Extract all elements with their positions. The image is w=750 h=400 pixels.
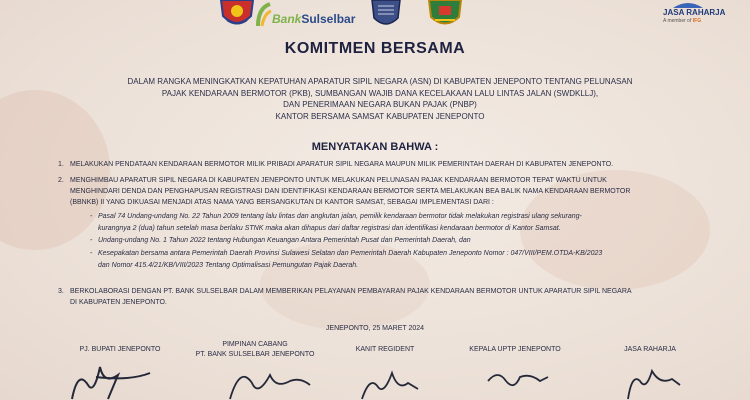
signatory-title: PJ. BUPATI JENEPONTO xyxy=(79,346,161,353)
bank-name-part1: Bank xyxy=(272,12,302,26)
document-title: KOMITMEN BERSAMA xyxy=(284,40,466,57)
signatory-title: JASA RAHARJA xyxy=(624,346,676,353)
bank-name-part2: Sulselbar xyxy=(301,12,356,26)
sub-item-text: dan Nomor 415.4/21/KB/VIII/2023 Tentang Optimalisasi Pemungutan Pajak Daerah. xyxy=(98,262,359,269)
sub-item-text: Kesepakatan bersama antara Pemerintah Daerah Provinsi Sulawesi Selatan dan Pemerintah Daerah Kabupaten Jeneponto Nomor : 047/VIII/PEM.OTDA-KB/2023 xyxy=(98,250,603,257)
sub-item: - Undang-undang No. 1 Tahun 2022 tentang Hubungan Keuangan Antara Pemerintah Pusat dan Pemerintah Daerah, dan xyxy=(90,237,471,244)
signatory-title: PT. BANK SULSELBAR JENEPONTO xyxy=(195,351,315,358)
signatory-police xyxy=(330,345,440,355)
signature-police xyxy=(362,373,418,399)
jasa-raharja-name: JASA RAHARJA xyxy=(663,8,726,17)
signatory-title: KEPALA UPTP JENEPONTO xyxy=(469,346,561,353)
item-text: MELAKUKAN PENDATAAN KENDARAAN BERMOTOR MILIK PRIBADI APARATUR SIPIL NEGARA MAUPUN MILIK PEMERINTAH DAERAH DI KABUPATEN JENEPONTO. xyxy=(70,161,614,168)
police-emblem-icon xyxy=(370,0,402,30)
item-text: MENGHIMBAU APARATUR SIPIL NEGARA DI KABUPATEN JENEPONTO UNTUK MELAKUKAN PELUNASAN PAJAK KENDARAAN BERMOTOR TEPAT WAKTU UNTUK xyxy=(70,177,607,184)
signing-date: JENEPONTO, 25 MARET 2024 xyxy=(325,325,425,332)
signatory-title: KANIT REGIDENT xyxy=(355,346,415,353)
item-text: (BBNKB) II YANG DIKUASAI MENJADI ATAS NAMA YANG BERSANGKUTAN DI KANTOR SAMSAT, SEBAGAI IMPLEMENTASI DARI : xyxy=(70,199,494,206)
item-number: 3. xyxy=(58,288,64,295)
logo-strip xyxy=(0,0,750,32)
signatory-title: PIMPINAN CABANG xyxy=(222,341,288,348)
signature-bank xyxy=(230,375,310,399)
jasa-raharja-logo-icon xyxy=(673,0,703,8)
tagline-prefix: A member of xyxy=(663,18,692,24)
intro-paragraph xyxy=(60,76,700,122)
regency-emblem-icon xyxy=(426,0,464,30)
sub-item: - Kesepakatan bersama antara Pemerintah Daerah Provinsi Sulawesi Selatan dan Pemerintah Daerah Kabupaten Jeneponto Nomor : 047/VIII/PEM.OTDA-KB/2023 xyxy=(90,250,603,257)
sub-item: - Pasal 74 Undang-undang No. 22 Tahun 2009 tentang lalu lintas dan angkutan jalan, pemilik kendaraan bermotor tidak melakukan registrasi ulang sekurang- xyxy=(90,213,582,220)
signature-uptp xyxy=(488,375,548,385)
item-text: MENGHINDARI DENDA DAN PENGHAPUSAN REGISTRASI DAN IDENTIFIKASI KENDARAAN BERMOTOR SERTA MELAKUKAN BEA BALIK NAMA KENDARAAN BERMOTOR xyxy=(70,188,631,195)
signature-bupati xyxy=(72,367,150,399)
province-emblem-icon xyxy=(217,0,257,30)
signatory-uptp xyxy=(450,345,580,355)
item-text: BERKOLABORASI DENGAN PT. BANK SULSELBAR DALAM MEMBERIKAN PELAYANAN PEMBAYARAN PAJAK KENDARAAN BERMOTOR UNTUK APARATUR SIPIL NEGARA xyxy=(70,288,632,295)
intro-line: PAJAK KENDARAAN BERMOTOR (PKB), SUMBANGAN WAJIB DANA KECELAKAAN LALU LINTAS JALAN (SWDKLLJ), xyxy=(161,88,599,98)
intro-line: DALAM RANGKA MENINGKATKAN KEPATUHAN APARATUR SIPIL NEGARA (ASN) DI KABUPATEN JENEPONTO TENTANG PELUNASAN xyxy=(127,77,633,86)
item-text: DI KABUPATEN JENEPONTO. xyxy=(70,299,167,306)
declaration-heading: MENYATAKAN BAHWA : xyxy=(311,141,439,153)
sub-item-text: kurangnya 2 (dua) tahun setelah masa berlaku STNK maka akan dihapus dari daftar registrasi dan identifikasi kendaraan bermotor di Kantor Samsat. xyxy=(98,225,561,232)
item-number: 2. xyxy=(58,177,64,184)
signature-strokes xyxy=(0,355,750,400)
intro-line: DAN PENERIMAAN NEGARA BUKAN PAJAK (PNBP) xyxy=(283,100,477,109)
sub-item-text: Pasal 74 Undang-undang No. 22 Tahun 2009 tentang lalu lintas dan angkutan jalan, pemilik kendaraan bermotor tidak melakukan registrasi ulang sekurang- xyxy=(98,213,582,220)
sub-item-text: Undang-undang No. 1 Tahun 2022 tentang Hubungan Keuangan Antara Pemerintah Pusat dan Pemerintah Daerah, dan xyxy=(98,237,471,244)
ifg-brand: IFG xyxy=(692,18,702,24)
signature-jasa xyxy=(628,371,680,399)
bank-sulselbar-wordmark xyxy=(272,12,355,26)
jasa-raharja-tagline xyxy=(663,18,701,24)
signatory-jasa-raharja xyxy=(590,345,710,355)
signatory-bupati xyxy=(60,345,180,355)
bank-sulselbar-logo-icon xyxy=(256,2,272,28)
intro-line: KANTOR BERSAMA SAMSAT KABUPATEN JENEPONTO xyxy=(275,111,485,121)
item-number: 1. xyxy=(58,161,64,168)
